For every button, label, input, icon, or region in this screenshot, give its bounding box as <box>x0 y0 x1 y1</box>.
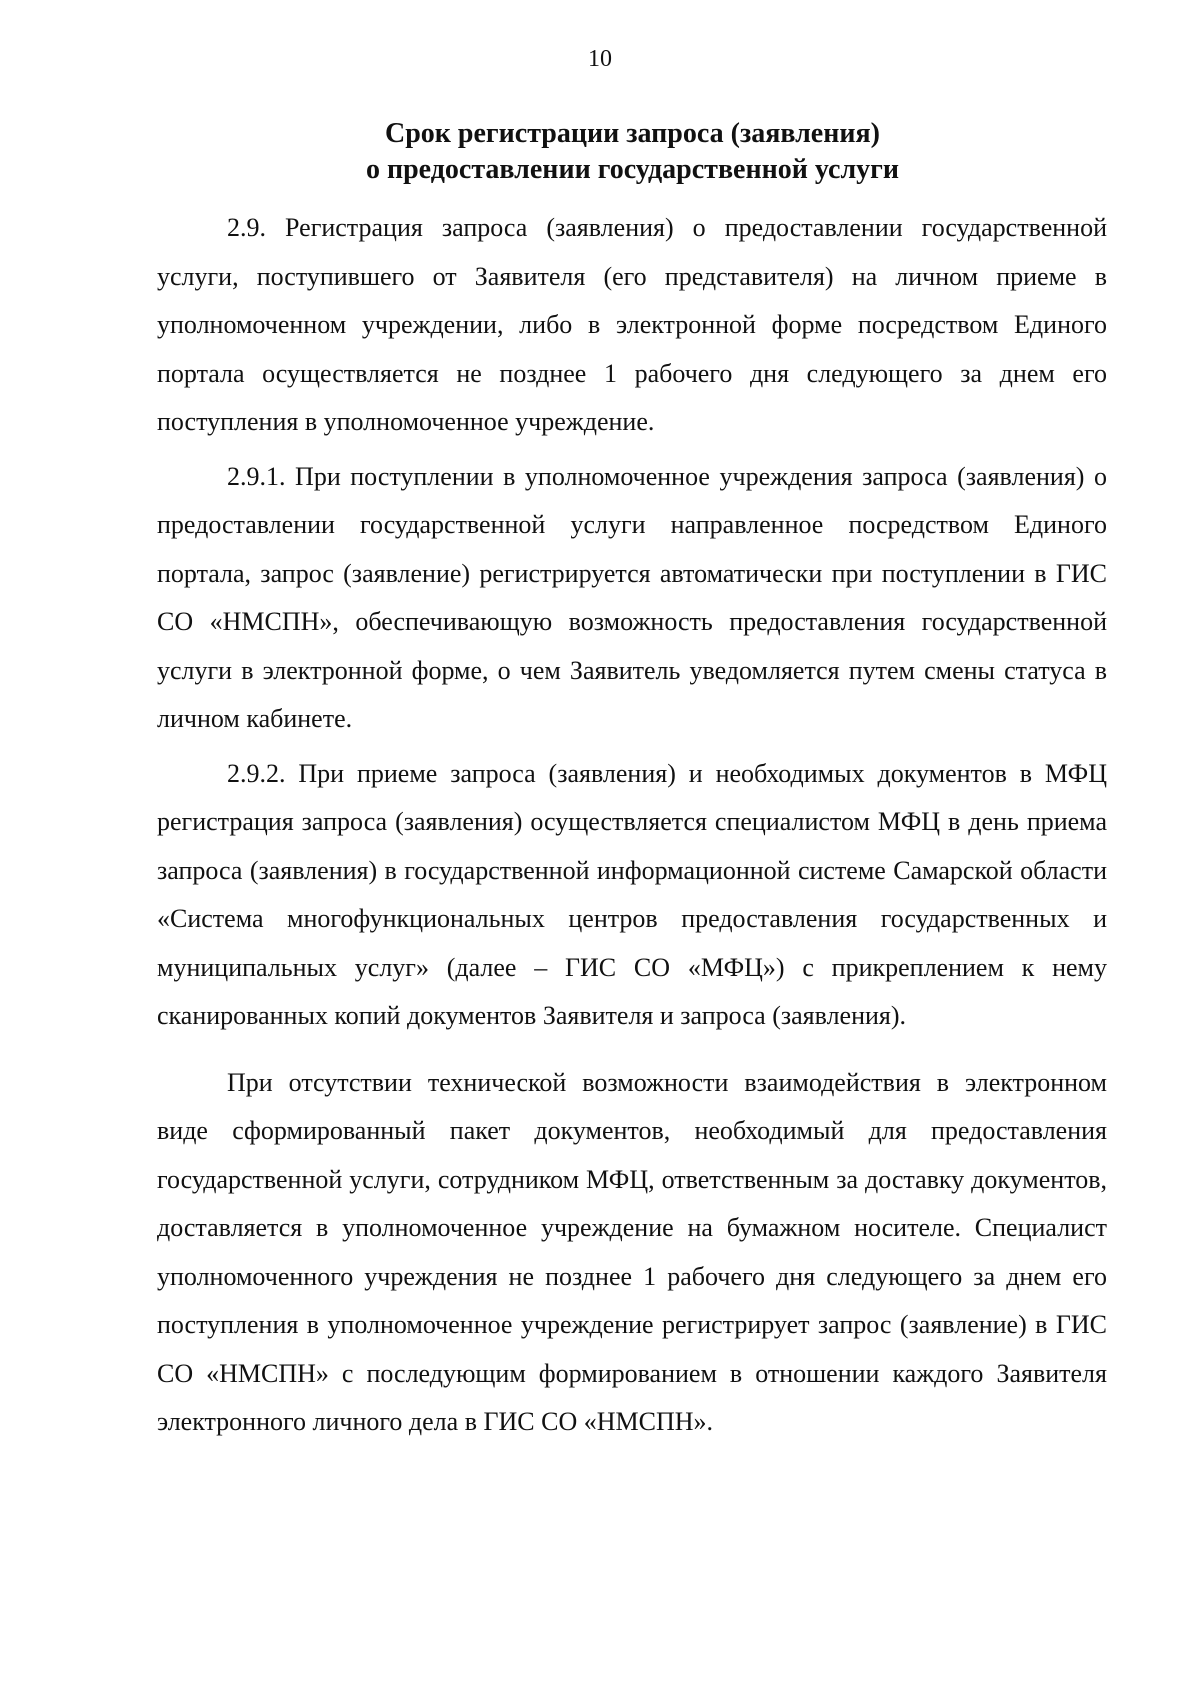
section-heading-line-1: Срок регистрации запроса (заявления) <box>385 118 880 149</box>
page-number: 10 <box>588 46 612 72</box>
paragraph-2-9-2: 2.9.2. При приеме запроса (заявления) и необходимых документов в МФЦ регистрация запроса (заявления) осуществляется специалистом МФЦ в день приема запроса (заявления) в государственной информационной системе Самарской области «Система многофункциональных центров предоставления государственных и муниципальных услуг» (далее – ГИС СО «МФЦ») с прикреплением к нему сканированных копий документов Заявителя и запроса (заявления). <box>157 758 1107 1030</box>
document-body <box>157 204 1107 1447</box>
paragraph-2-9-1: 2.9.1. При поступлении в уполномоченное учреждения запроса (заявления) о предоставлении государственной услуги направленное посредством Единого портала, запрос (заявление) регистрируется автоматически при поступлении в ГИС СО «НМСПН», обеспечивающую возможность предоставления государственной услуги в электронной форме, о чем Заявитель уведомляется путем смены статуса в личном кабинете. <box>157 461 1107 733</box>
section-heading-line-2: о предоставлении государственной услуги <box>365 154 900 185</box>
paragraph-2-9: 2.9. Регистрация запроса (заявления) о предоставлении государственной услуги, поступившего от Заявителя (его представителя) на личном приеме в уполномоченном учреждении, либо в электронной форме посредством Единого портала осуществляется не позднее 1 рабочего дня следующего за днем его поступления в уполномоченное учреждение. <box>157 213 1107 436</box>
paragraph-no-technical-possibility: При отсутствии технической возможности взаимодействия в электронном виде сформированный пакет документов, необходимый для предоставления государственной услуги, сотрудником МФЦ, ответственным за доставку документов, доставляется в уполномоченное учреждение на бумажном носителе. Специалист уполномоченного учреждения не позднее 1 рабочего дня следующего за днем его поступления в уполномоченное учреждение регистрирует запрос (заявление) в ГИС СО «НМСПН» с последующим формированием в отношении каждого Заявителя электронного личного дела в ГИС СО «НМСПН». <box>157 1067 1107 1436</box>
section-heading <box>150 116 1115 188</box>
